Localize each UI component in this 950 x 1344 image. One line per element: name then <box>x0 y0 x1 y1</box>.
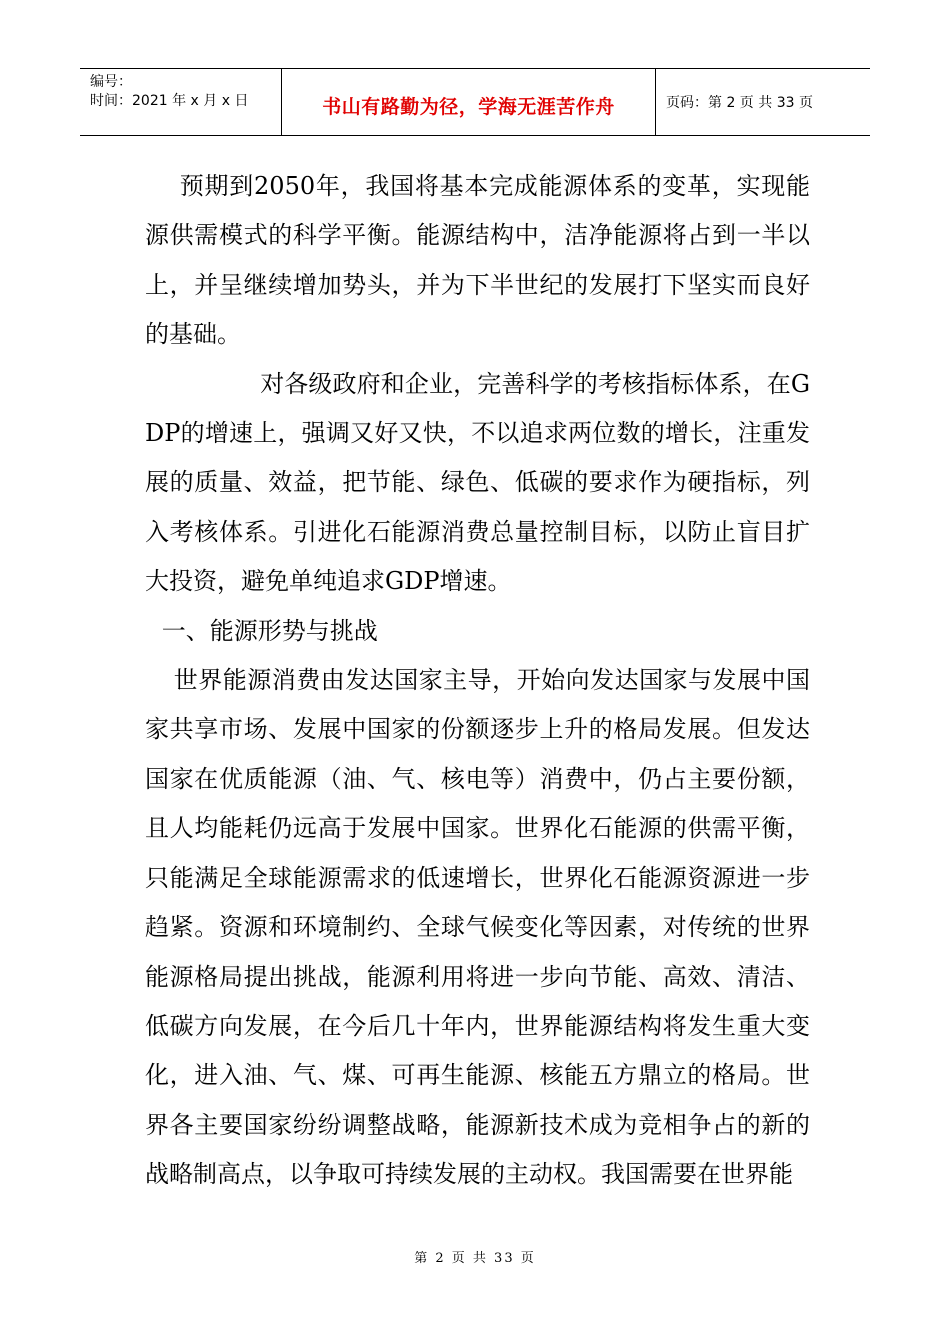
paragraph-energy-2050: 预期到2050年，我国将基本完成能源体系的变革，实现能源供需模式的科学平衡。能源结构中，洁净能源将占到一半以上，并呈继续增加势头，并为下半世纪的发展打下坚实而良好的基础。 <box>145 172 810 349</box>
header-page-cell <box>656 69 870 135</box>
header-meta-cell <box>80 69 282 135</box>
document-body <box>145 162 810 1200</box>
footer-page-number: 第 2 页 共 33 页 <box>414 1251 536 1266</box>
header-motto-cell <box>282 69 656 135</box>
paragraph-assessment-system: 对各级政府和企业，完善科学的考核指标体系，在GDP的增速上，强调又好又快，不以追求两位数的增长，注重发展的质量、效益，把节能、绿色、低碳的要求作为硬指标，列入考核体系。引进化石能源消费总量控制目标，以防止盲目扩大投资，避免单纯追求GDP增速。 <box>145 369 810 596</box>
section-heading: 一、能源形势与挑战 <box>161 616 378 645</box>
date-label: 时间：2021 年 x 月 x 日 <box>90 93 249 109</box>
motto-text: 书山有路勤为径，学海无涯苦作舟 <box>322 95 615 118</box>
paragraph-world-energy: 世界能源消费由发达国家主导，开始向发达国家与发展中国家共享市场、发展中国家的份额逐步上升的格局发展。但发达国家在优质能源（油、气、核电等）消费中，仍占主要份额，且人均能耗仍远高于发展中国家。世界化石能源的供需平衡，只能满足全球能源需求的低速增长，世界化石能源资源进一步趋紧。资源和环境制约、全球气候变化等因素，对传统的世界能源格局提出挑战，能源利用将进一步向节能、高效、清洁、低碳方向发展，在今后几十年内，世界能源结构将发生重大变化，进入油、气、煤、可再生能源、核能五方鼎立的格局。世界各主要国家纷纷调整战略，能源新技术成为竞相争占的新的战略制高点，以争取可持续发展的主动权。我国需要在世界能 <box>145 666 810 1189</box>
page-footer <box>0 1247 950 1266</box>
serial-number-label: 编号： <box>90 74 132 90</box>
header-page-info: 页码：第 2 页 共 33 页 <box>666 95 813 111</box>
page-header <box>80 68 870 136</box>
